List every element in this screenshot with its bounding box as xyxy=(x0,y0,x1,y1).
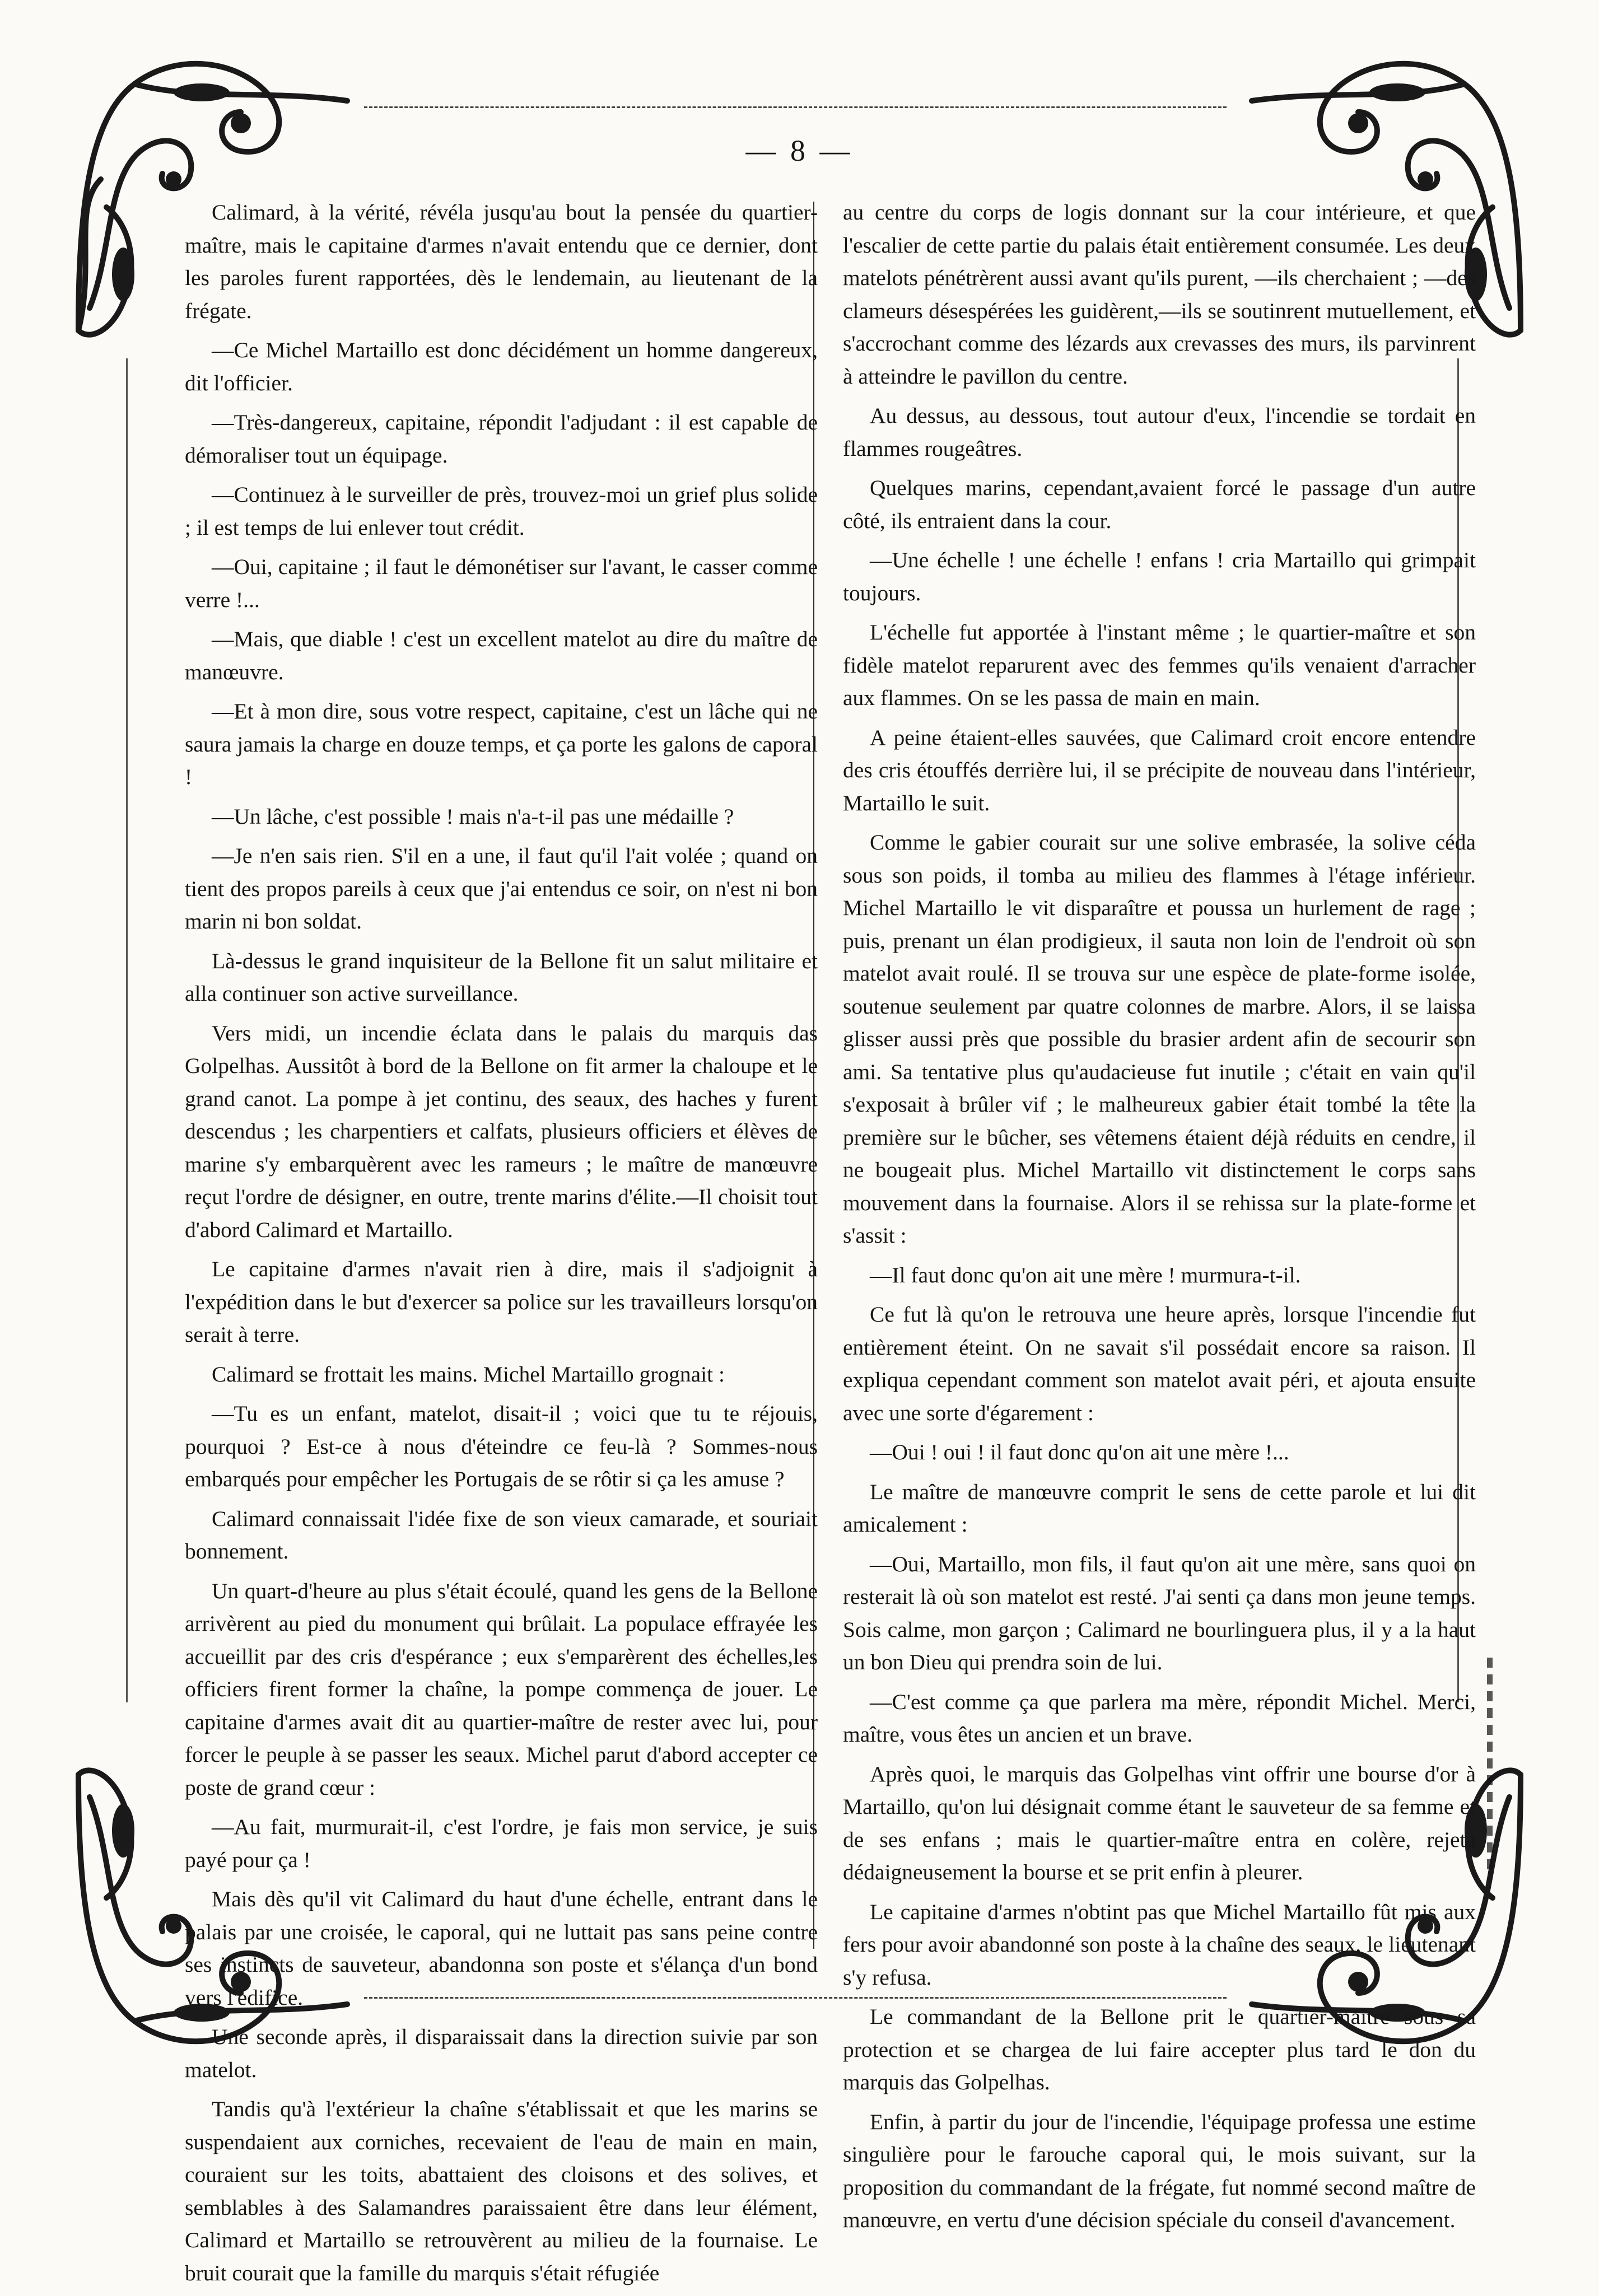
paragraph: Un quart-d'heure au plus s'était écoulé, quand les gens de la Bellone arrivèrent au pied du monument qui brûlait. La populace effrayée les accueillit par des cris d'espérance ; eux s'emparèrent des échelles,les officiers firent former la chaîne, la pompe commença de jouer. Le capitaine d'armes avait dit au quartier-maître de rester avec lui, pour forcer le peuple à se passer les seaux. Michel parut d'abord accepter ce poste de grand cœur : xyxy=(185,1578,818,1800)
paragraph: —Oui, capitaine ; il faut le démonétiser sur l'avant, le casser comme verre !... xyxy=(185,554,818,612)
paragraph: —Au fait, murmurait-il, c'est l'ordre, je fais mon service, je suis payé pour ça ! xyxy=(185,1814,818,1872)
paragraph: Calimard se frottait les mains. Michel Martaillo grognait : xyxy=(212,1361,725,1387)
right-column xyxy=(843,196,1476,2243)
paragraph: —Il faut donc qu'on ait une mère ! murmura-t-il. xyxy=(870,1262,1301,1287)
paragraph: Tandis qu'à l'extérieur la chaîne s'établissait et que les marins se suspendaient aux corniches, recevaient de l'eau de main en main, couraient sur les toits, abattaient des cloisons et des solives, et semblables à des Salamandres paraissaient être dans leur élément, Calimard et Martaillo se retrouvèrent au milieu de la fournaise. Le bruit courait que la famille du marquis s'était réfugiée xyxy=(185,2097,818,2285)
paragraph: A peine étaient-elles sauvées, que Calimard croit encore entendre des cris étouffés derrière lui, il se précipite de nouveau dans l'intérieur, Martaillo le suit. xyxy=(843,725,1476,815)
paragraph: Calimard, à la vérité, révéla jusqu'au bout la pensée du quartier-maître, mais le capitaine d'armes n'avait entendu que ce dernier, dont les paroles furent rapportées, dès le lendemain, au lieutenant de la frégate. xyxy=(185,200,818,323)
paragraph: —Un lâche, c'est possible ! mais n'a-t-il pas une médaille ? xyxy=(212,804,734,829)
paragraph: Une seconde après, il disparaissait dans la direction suivie par son matelot. xyxy=(185,2024,818,2082)
paragraph: Ce fut là qu'on le retrouva une heure après, lorsque l'incendie fut entièrement éteint. On ne savait s'il possédait encore sa raison. Il expliqua cependant comment son matelot avait péri, et ajouta ensuite avec une sorte d'égarement : xyxy=(843,1302,1476,1425)
paragraph: —Tu es un enfant, matelot, disait-il ; voici que tu te réjouis, pourquoi ? Est-ce à nous d'éteindre ce feu-là ? Sommes-nous embarqués pour empêcher les Portugais de se rôtir si ça les amuse ? xyxy=(185,1401,818,1491)
paragraph: Le maître de manœuvre comprit le sens de cette parole et lui dit amicalement : xyxy=(843,1479,1476,1537)
paragraph: Mais dès qu'il vit Calimard du haut d'une échelle, entrant dans le palais par une croisée, le caporal, qui ne luttait pas sans peine contre ses instincts de sauveteur, abandonna son poste et s'élança d'un bond vers l'édifice. xyxy=(185,1887,818,2010)
paragraph: —Et à mon dire, sous votre respect, capitaine, c'est un lâche qui ne saura jamais la charge en douze temps, et ça porte les galons de caporal ! xyxy=(185,699,818,789)
frame-top-rule xyxy=(364,106,1227,108)
paragraph: Le commandant de la Bellone prit le quartier-maître sous sa protection et se chargea de lui faire accepter plus tard le don du marquis das Golpelhas. xyxy=(843,2004,1476,2094)
page-number: — 8 — xyxy=(745,134,854,167)
paragraph: Après quoi, le marquis das Golpelhas vint offrir une bourse d'or à Martaillo, qu'on lui désignait comme étant le sauveteur de sa femme et de ses enfans ; mais le quartier-maître entra en colère, rejeta dédaigneusement la bourse et se prit enfin à pleurer. xyxy=(843,1761,1476,1884)
paragraph: Calimard connaissait l'idée fixe de son vieux camarade, et souriait bonnement. xyxy=(185,1506,818,1564)
page-edge-mark xyxy=(1487,1658,1493,1870)
paragraph: —Très-dangereux, capitaine, répondit l'adjudant : il est capable de démoraliser tout un équipage. xyxy=(185,410,818,468)
paragraph: —Oui, Martaillo, mon fils, il faut qu'on ait une mère, sans quoi on resterait là où son matelot est resté. J'ai senti ça dans mon jeune temps. Sois calme, mon garçon ; Calimard ne bourlinguera plus, il y a la haut un bon Dieu qui prendra soin de lui. xyxy=(843,1551,1476,1674)
paragraph: Le capitaine d'armes n'avait rien à dire, mais il s'adjoignit à l'expédition dans le but d'exercer sa police sur les travailleurs lorsqu'on serait à terre. xyxy=(185,1257,818,1347)
paragraph: Vers midi, un incendie éclata dans le palais du marquis das Golpelhas. Aussitôt à bord de la Bellone on fit armer la chaloupe et le grand canot. La pompe à jet continu, des seaux, des haches y furent descendus ; les charpentiers et calfats, plusieurs officiers et élèves de marine s'y embarquèrent avec les rameurs ; le maître de manœuvre reçut l'ordre de désigner, en outre, trente marins d'élite.—Il choisit tout d'abord Calimard et Martaillo. xyxy=(185,1020,818,1242)
paragraph: —Oui ! oui ! il faut donc qu'on ait une mère !... xyxy=(870,1440,1289,1464)
left-column xyxy=(185,196,818,2296)
paragraph: —Ce Michel Martaillo est donc décidément un homme dangereux, dit l'officier. xyxy=(185,338,818,395)
paragraph: Quelques marins, cependant,avaient forcé le passage d'un autre côté, ils entraient dans la cour. xyxy=(843,475,1476,533)
paragraph: —Mais, que diable ! c'est un excellent matelot au dire du maître de manœuvre. xyxy=(185,627,818,684)
paragraph: —Continuez à le surveiller de près, trouvez-moi un grief plus solide ; il est temps de lui enlever tout crédit. xyxy=(185,482,818,540)
paragraph: Là-dessus le grand inquisiteur de la Bellone fit un salut militaire et alla continuer son active surveillance. xyxy=(185,948,818,1006)
frame-left-rule xyxy=(126,358,128,1702)
paragraph: Le capitaine d'armes n'obtint pas que Michel Martaillo fût mis aux fers pour avoir abandonné son poste à la chaîne des seaux, le lieutenant s'y refusa. xyxy=(843,1899,1476,1990)
paragraph: —Une échelle ! une échelle ! enfans ! cria Martaillo qui grimpait toujours. xyxy=(843,548,1476,605)
paragraph: Enfin, à partir du jour de l'incendie, l'équipage professa une estime singulière pour le farouche caporal qui, le mois suivant, sur la proposition du commandant de la frégate, fut nommé second maître de manœuvre, en vertu d'une décision spéciale du conseil d'avancement. xyxy=(843,2109,1476,2232)
paragraph: —Je n'en sais rien. S'il en a une, il faut qu'il l'ait volée ; quand on tient des propos pareils à ceux que j'ai entendus ce soir, on n'est ni bon marin ni bon soldat. xyxy=(185,843,818,934)
paragraph: Au dessus, au dessous, tout autour d'eux, l'incendie se tordait en flammes rougeâtres. xyxy=(843,403,1476,461)
paragraph: —C'est comme ça que parlera ma mère, répondit Michel. Merci, maître, vous êtes un ancien et un brave. xyxy=(843,1689,1476,1747)
paragraph: L'échelle fut apportée à l'instant même ; le quartier-maître et son fidèle matelot reparurent avec des femmes qu'ils venaient d'arracher aux flammes. On se les passa de main en main. xyxy=(843,620,1476,710)
paragraph: Comme le gabier courait sur une solive embrasée, la solive céda sous son poids, il tomba au milieu des flammes à l'étage inférieur. Michel Martaillo le vit disparaître et poussa un hurlement de rage ; puis, prenant un élan prodigieux, il sauta non loin de l'endroit où son matelot avait roulé. Il se trouva sur une espèce de plate-forme isolée, soutenue seulement par quatre colonnes de marbre. Alors, il se laissa glisser aussi près que possible du brasier ardent afin de secourir son ami. Sa tentative plus qu'audacieuse fut inutile ; c'était en vain qu'il s'exposait à brûler vif ; le malheureux gabier était tombé la tête la première sur le bûcher, ses vêtemens étaient déjà réduits en cendre, il ne bougeait plus. Michel Martaillo vit distinctement le corps sans mouvement dans la fournaise. Alors il se rehissa sur la plate-forme et s'assit : xyxy=(843,830,1476,1248)
paragraph: au centre du corps de logis donnant sur la cour intérieure, et que l'escalier de cette partie du palais était entièrement consumée. Les deux matelots pénétrèrent aussi avant qu'ils purent, —ils cherchaient ; —des clameurs désespérées les guidèrent,—ils se soutinrent mutuellement, et s'accrochant comme des lézards aux crevasses des murs, ils parvinrent à atteindre le pavillon du centre. xyxy=(843,200,1476,389)
